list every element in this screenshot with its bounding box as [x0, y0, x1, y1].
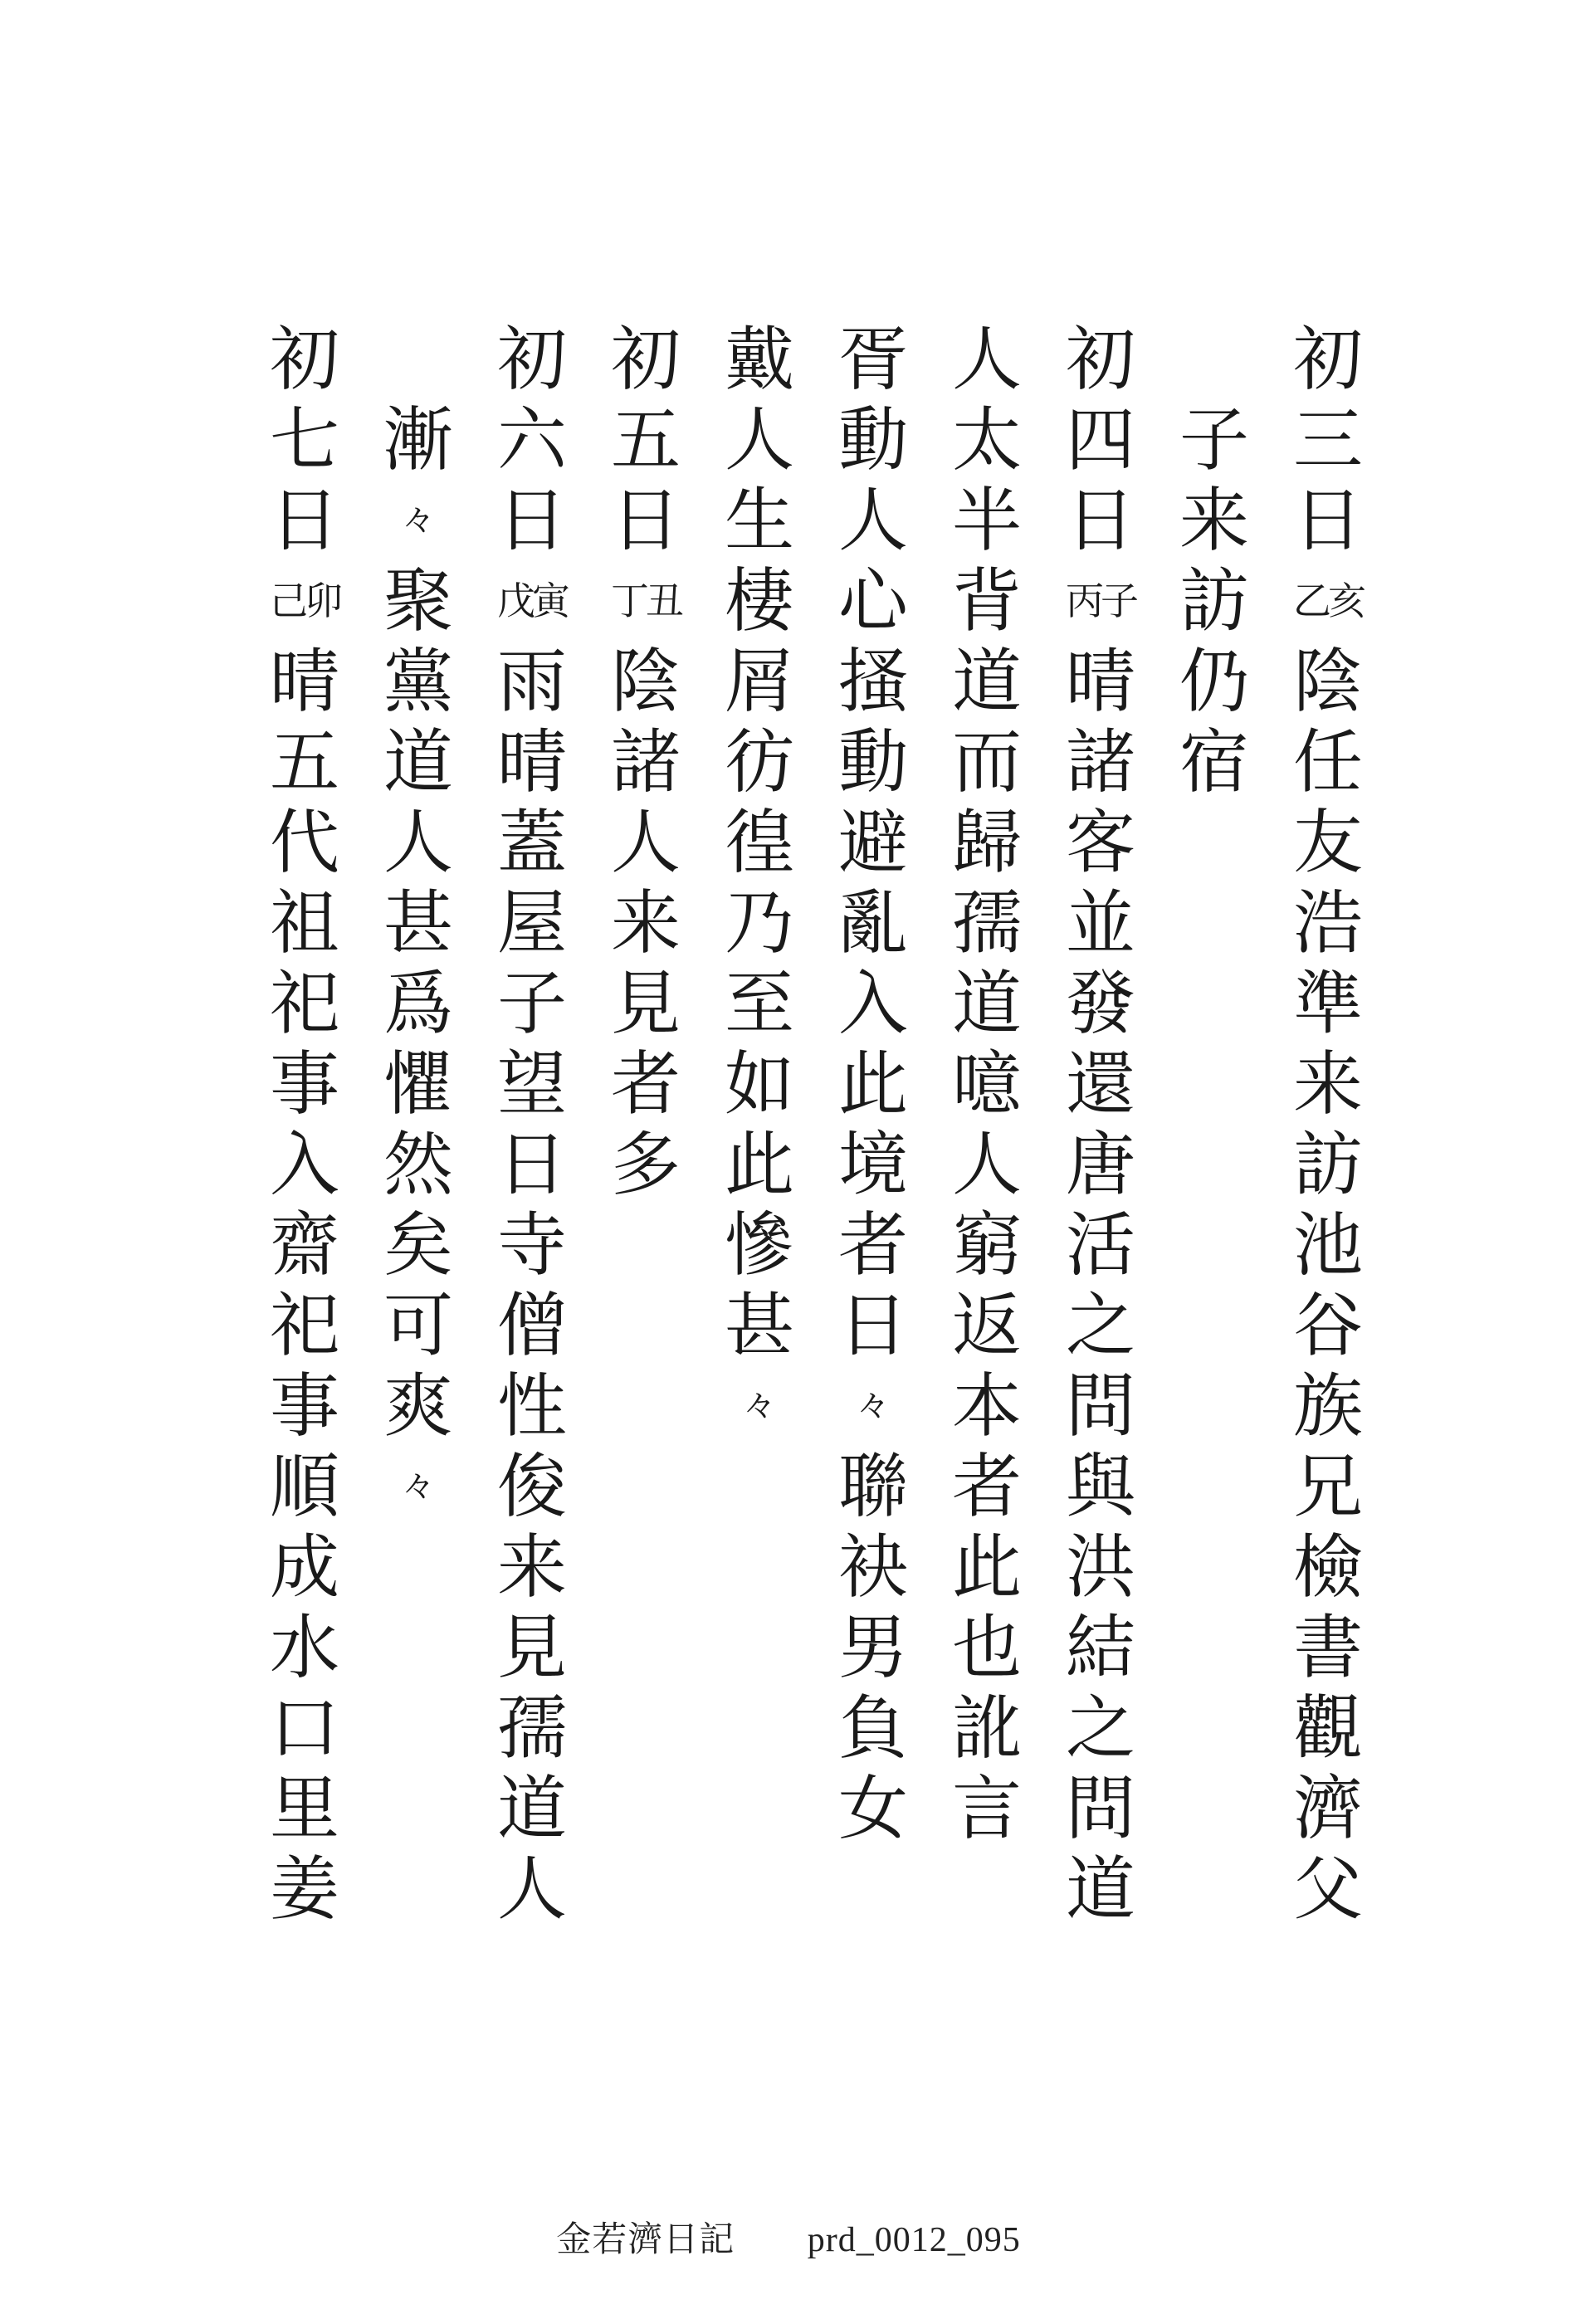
text-char: 屑: [724, 641, 794, 722]
text-char: 人: [951, 1124, 1022, 1205]
text-char: 宿: [1179, 721, 1249, 803]
text-char: 谷: [1292, 1285, 1363, 1366]
text-char: 者: [610, 1043, 681, 1125]
text-char: 晴: [496, 721, 567, 803]
text-char: 祖: [269, 882, 339, 964]
text-char: 人: [383, 802, 453, 883]
text-char: 僧: [496, 1285, 567, 1366]
text-char: 姜: [269, 1848, 339, 1930]
text-char: 結: [1065, 1607, 1135, 1688]
text-char: 々: [743, 1387, 776, 1425]
text-char: 還: [1065, 1043, 1135, 1125]
text-char: 浩: [1292, 882, 1363, 964]
text-char: 代: [269, 802, 339, 883]
text-char: 兄: [1292, 1446, 1363, 1527]
text-char: 里: [269, 1768, 339, 1849]
text-char: 甚: [724, 1285, 794, 1366]
text-char: 成: [269, 1526, 339, 1608]
text-char: 動: [837, 399, 908, 481]
text-char: 返: [951, 1285, 1022, 1366]
text-char: 道: [383, 721, 453, 803]
text-char: 己卯: [270, 579, 339, 623]
text-char: 水: [269, 1607, 339, 1688]
text-char: 陰: [1292, 641, 1363, 722]
text-char: 日: [496, 1124, 567, 1205]
text-char: 檢: [1292, 1526, 1363, 1608]
text-char: 者: [837, 1204, 908, 1286]
text-char: 活: [1065, 1204, 1135, 1286]
text-char: 諸: [1065, 721, 1135, 803]
text-char: 道: [496, 1768, 567, 1849]
text-char: 諸: [610, 721, 681, 803]
text-char: 窮: [951, 1204, 1022, 1286]
text-char: 人: [610, 802, 681, 883]
text-char: 之: [1065, 1687, 1135, 1769]
text-char: 男: [837, 1607, 908, 1688]
text-char: 噫: [951, 1043, 1022, 1125]
text-char: 動: [837, 721, 908, 803]
text-char: 聚: [383, 560, 453, 642]
text-char: 戊寅: [497, 579, 567, 623]
text-char: 口: [269, 1687, 339, 1769]
text-char: 齋: [269, 1204, 339, 1286]
text-char: 問: [1065, 1768, 1135, 1849]
text-char: 此: [724, 1124, 794, 1205]
text-char: 亂: [837, 882, 908, 964]
text-char: 觀: [1292, 1687, 1363, 1769]
text-char: 袂: [837, 1526, 908, 1608]
text-char: 戴: [724, 319, 794, 400]
text-char: 準: [1292, 963, 1363, 1044]
text-char: 聯: [837, 1446, 908, 1527]
text-column: [482, 320, 582, 1930]
text-char: 太: [951, 399, 1022, 481]
text-char: 生: [724, 480, 794, 561]
text-char: 寺: [496, 1204, 567, 1286]
text-char: 人: [837, 480, 908, 561]
text-char: 孺: [496, 1687, 567, 1769]
text-char: 日: [610, 480, 681, 561]
text-char: 池: [1292, 1204, 1363, 1286]
text-char: 棲: [724, 560, 794, 642]
text-char: 書: [1292, 1607, 1363, 1688]
text-char: 發: [1065, 963, 1135, 1044]
text-column: [369, 320, 468, 1527]
text-char: 彷: [724, 721, 794, 803]
text-char: 入: [837, 963, 908, 1044]
text-char: 洪: [1065, 1526, 1135, 1608]
text-char: 慘: [724, 1204, 794, 1286]
text-char: 初: [1065, 319, 1135, 400]
text-char: 族: [1292, 1365, 1363, 1447]
text-char: 徨: [724, 802, 794, 883]
text-char: 言: [951, 1768, 1022, 1849]
text-char: [369, 320, 468, 400]
text-char: 搔: [837, 641, 908, 722]
text-char: 日: [1065, 480, 1135, 561]
text-char: 四: [1065, 399, 1135, 481]
text-char: 見: [496, 1607, 567, 1688]
text-char: 五: [269, 721, 339, 803]
text-char: 此: [837, 1043, 908, 1125]
text-char: 道: [951, 963, 1022, 1044]
text-char: 爲: [383, 963, 453, 1044]
text-char: 俊: [496, 1446, 567, 1527]
text-char: 訪: [1179, 560, 1249, 642]
text-char: 蓋: [496, 802, 567, 883]
text-char: 子: [496, 963, 567, 1044]
text-char: 初: [1292, 319, 1363, 400]
text-char: 初: [269, 319, 339, 400]
text-char: 事: [269, 1043, 339, 1125]
text-char: 子: [1179, 399, 1249, 481]
text-char: 唐: [1065, 1124, 1135, 1205]
text-char: 也: [951, 1607, 1022, 1688]
text-char: 訛: [951, 1687, 1022, 1769]
text-char: 半: [951, 480, 1022, 561]
text-char: 境: [837, 1124, 908, 1205]
text-char: 乙亥: [1293, 579, 1363, 623]
text-char: 来: [1179, 480, 1249, 561]
text-column: [1164, 320, 1264, 803]
text-char: 任: [1292, 721, 1363, 803]
text-char: 祀: [269, 963, 339, 1044]
text-char: 歸: [951, 802, 1022, 883]
text-char: 可: [383, 1285, 453, 1366]
text-char: 々: [402, 1467, 435, 1506]
text-char: 之: [1065, 1285, 1135, 1366]
text-char: 見: [610, 963, 681, 1044]
text-char: 々: [857, 1387, 890, 1425]
text-char: 道: [951, 641, 1022, 722]
text-char: 事: [269, 1365, 339, 1447]
text-char: 日: [837, 1285, 908, 1366]
text-char: 父: [1292, 1848, 1363, 1930]
text-char: 人: [724, 399, 794, 481]
text-char: 道: [1065, 1848, 1135, 1930]
text-char: 矣: [383, 1204, 453, 1286]
text-char: 人: [951, 319, 1022, 400]
text-column: [823, 320, 923, 1849]
text-char: 客: [1065, 802, 1135, 883]
text-column: [1051, 320, 1150, 1930]
text-column: [596, 320, 696, 1205]
text-char: 五: [610, 399, 681, 481]
text-char: 心: [837, 560, 908, 642]
text-char: 人: [496, 1848, 567, 1930]
footer-title: 金若濟日記: [556, 2221, 735, 2259]
text-char: 孺: [951, 882, 1022, 964]
text-char: 性: [496, 1365, 567, 1447]
text-char: 屋: [496, 882, 567, 964]
text-char: 祀: [269, 1285, 339, 1366]
text-char: 初: [610, 319, 681, 400]
text-column: [710, 320, 809, 1447]
text-char: 順: [269, 1446, 339, 1527]
text-char: 濟: [1292, 1768, 1363, 1849]
text-char: 爽: [383, 1365, 453, 1447]
text-char: 避: [837, 802, 908, 883]
footer-page-id: prd_0012_095: [807, 2221, 1021, 2259]
text-char: 乃: [724, 882, 794, 964]
text-char: 入: [269, 1124, 339, 1205]
text-char: 並: [1065, 882, 1135, 964]
text-char: 仍: [1179, 641, 1249, 722]
text-char: 者: [951, 1446, 1022, 1527]
text-column: [937, 320, 1037, 1849]
text-char: 漸: [383, 399, 453, 481]
text-char: 丁丑: [611, 579, 681, 623]
text-char: 至: [724, 963, 794, 1044]
text-char: 懼: [383, 1043, 453, 1125]
text-char: 来: [496, 1526, 567, 1608]
text-char: 而: [951, 721, 1022, 803]
text-char: 晴: [1065, 641, 1135, 722]
text-column: [1278, 320, 1378, 1930]
text-char: 陰: [610, 641, 681, 722]
text-char: 望: [496, 1043, 567, 1125]
text-char: 此: [951, 1526, 1022, 1608]
text-char: 晴: [269, 641, 339, 722]
text-char: 来: [610, 882, 681, 964]
text-char: 雨: [496, 641, 567, 722]
text-char: 多: [610, 1124, 681, 1205]
text-char: 々: [402, 501, 435, 540]
text-char: 然: [383, 1124, 453, 1205]
text-char: 甚: [383, 882, 453, 964]
text-char: 如: [724, 1043, 794, 1125]
text-char: 日: [269, 480, 339, 561]
text-char: 三: [1292, 399, 1363, 481]
text-char: 背: [951, 560, 1022, 642]
text-char: 訪: [1292, 1124, 1363, 1205]
text-char: 黨: [383, 641, 453, 722]
text-char: 負: [837, 1687, 908, 1769]
text-char: 日: [496, 480, 567, 561]
text-char: 女: [837, 1768, 908, 1849]
page-footer: [0, 2212, 1577, 2262]
text-char: 六: [496, 399, 567, 481]
text-char: 来: [1292, 1043, 1363, 1125]
text-char: 丙子: [1066, 579, 1135, 623]
text-char: 初: [496, 319, 567, 400]
text-char: 與: [1065, 1446, 1135, 1527]
text-char: 日: [1292, 480, 1363, 561]
text-char: 七: [269, 399, 339, 481]
text-char: 本: [951, 1365, 1022, 1447]
text-char: [1164, 320, 1264, 400]
text-char: 問: [1065, 1365, 1135, 1447]
text-char: 友: [1292, 802, 1363, 883]
text-char: 胥: [837, 319, 908, 400]
text-column: [255, 320, 354, 1930]
